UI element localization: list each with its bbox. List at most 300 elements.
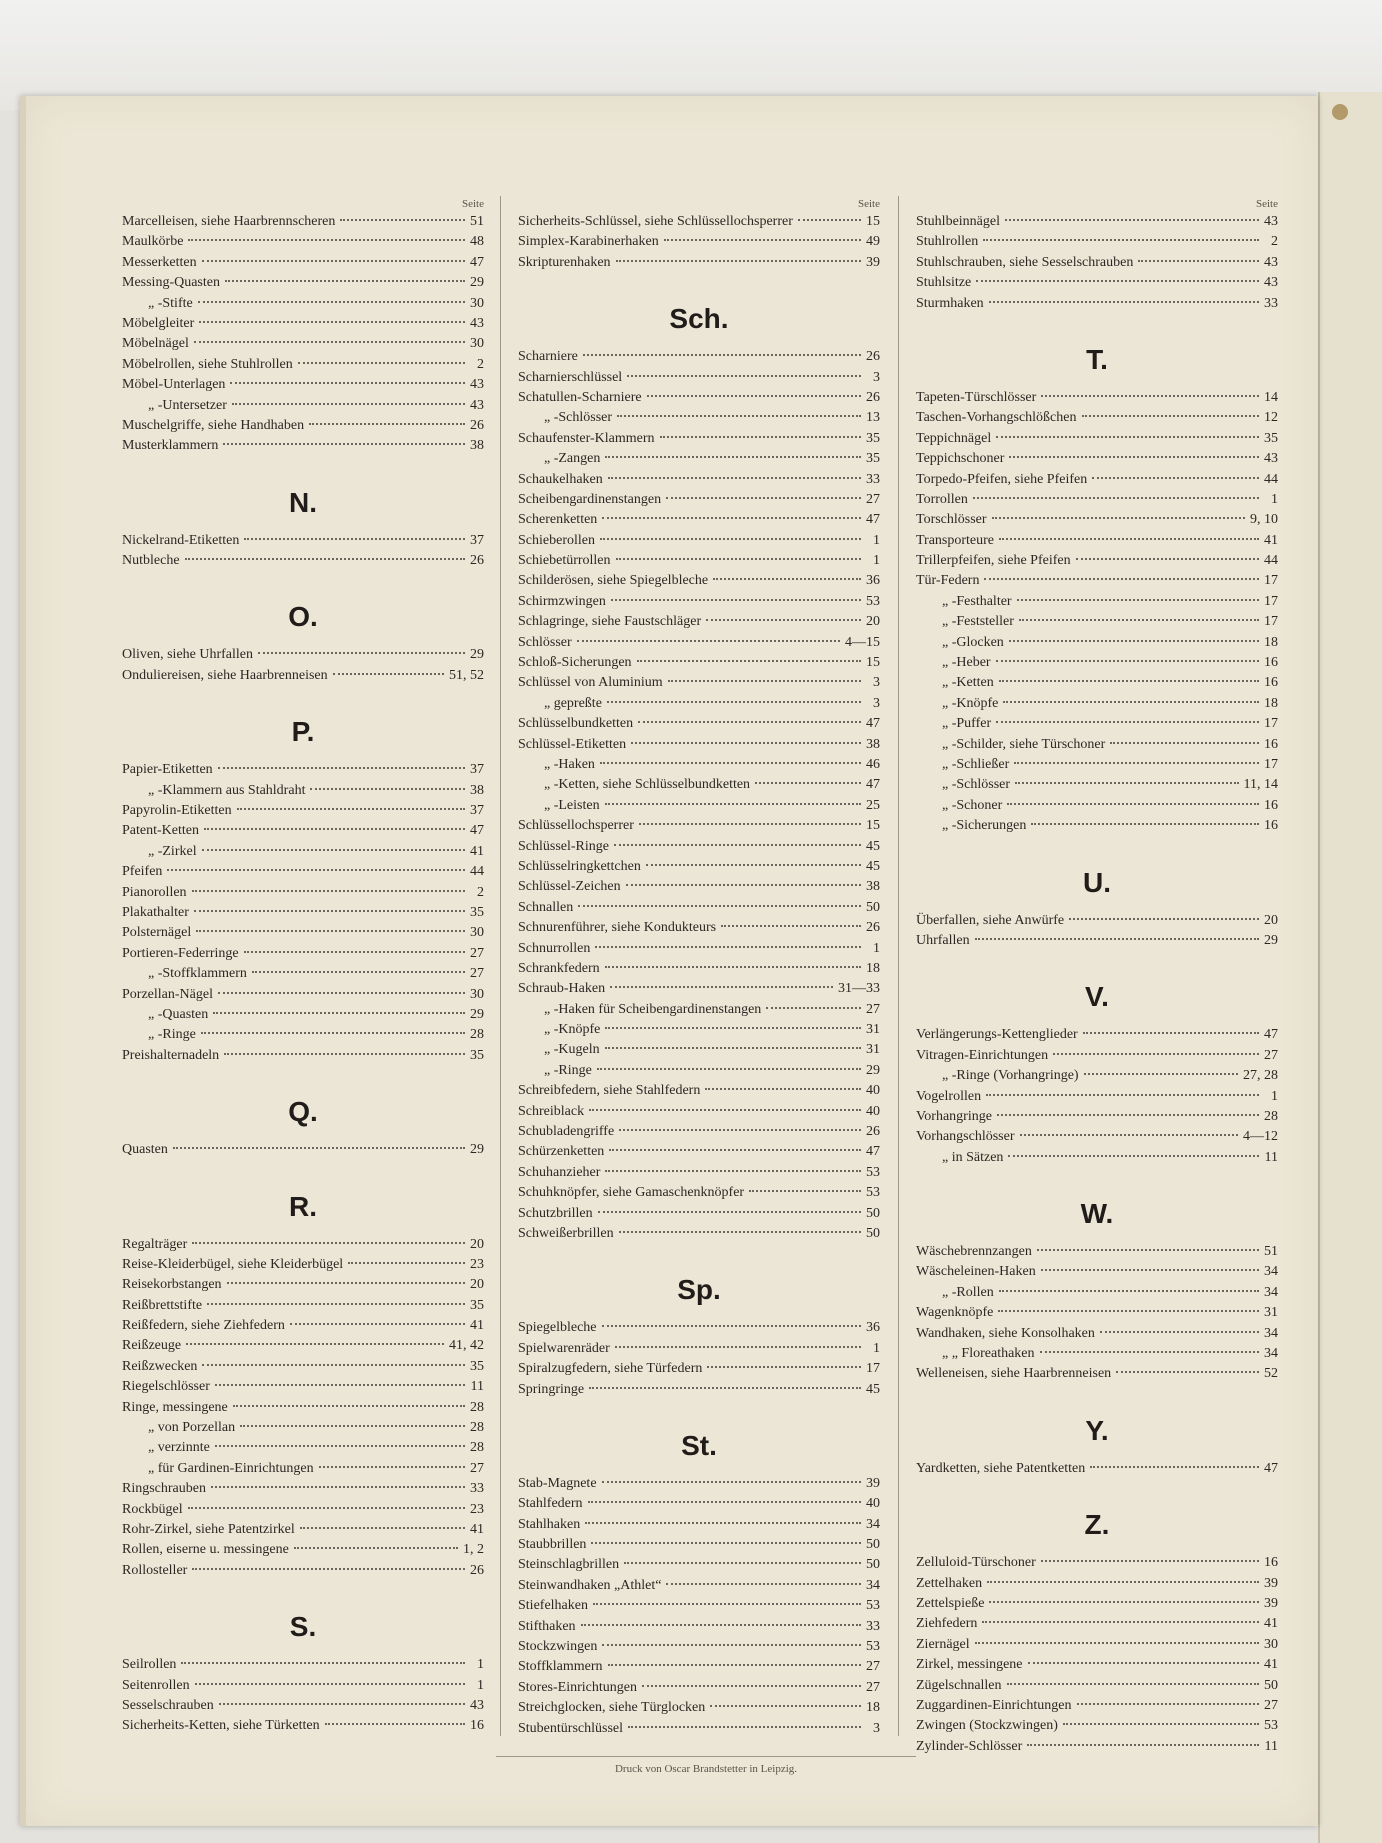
- index-entry: [916, 470, 1278, 490]
- section-letter-heading: O.: [288, 601, 318, 633]
- index-entry: [122, 1479, 484, 1499]
- entry-term: Riegelschlösser: [122, 1379, 210, 1395]
- entry-page-number: 47: [470, 254, 484, 270]
- index-entry: [518, 1380, 880, 1400]
- entry-page-number: 41: [470, 843, 484, 859]
- entry-page-number: 34: [1264, 1264, 1278, 1280]
- entry-page-number: 16: [1264, 818, 1278, 834]
- section-letter-heading: Sp.: [677, 1274, 721, 1306]
- dot-leader: [1007, 1683, 1259, 1685]
- entry-term: „ -Zirkel: [148, 843, 197, 859]
- entry-term: „ -Festhalter: [942, 593, 1012, 609]
- entry-term: Sicherheits-Schlüssel, siehe Schlüssellochsperrer: [518, 214, 793, 229]
- index-entry: [518, 1339, 880, 1359]
- dot-leader: [1031, 823, 1259, 825]
- entry-page-number: 20: [470, 1277, 484, 1293]
- index-entry: [518, 510, 880, 530]
- dot-leader: [173, 1147, 465, 1149]
- index-entry: [518, 551, 880, 571]
- entry-term: „ -Knöpfe: [544, 1022, 601, 1038]
- index-entry: [122, 964, 484, 984]
- dot-leader: [616, 260, 861, 262]
- entry-term: Pianorollen: [122, 884, 187, 900]
- entry-term: Vorhangringe: [916, 1108, 992, 1124]
- entry-page-number: 37: [470, 803, 484, 819]
- entry-page-number: 1: [1271, 1088, 1278, 1104]
- entry-term: Schloß-Sicherungen: [518, 655, 632, 671]
- entry-term: „ -Quasten: [148, 1006, 209, 1022]
- seite-label: Seite: [1256, 198, 1278, 210]
- entry-term: Nickelrand-Etiketten: [122, 532, 240, 548]
- entry-page-number: 17: [1264, 593, 1278, 609]
- index-entry: [518, 775, 880, 795]
- entry-page-number: 1: [873, 940, 880, 956]
- entry-page-number: 27: [470, 1460, 484, 1476]
- index-entry: [518, 253, 880, 273]
- index-entry: [518, 1224, 880, 1244]
- dot-leader: [588, 1501, 861, 1503]
- entry-term: „ -Feststeller: [942, 614, 1014, 630]
- entry-term: „ -Stoffklammern: [148, 966, 247, 982]
- entry-page-number: 39: [866, 1475, 880, 1491]
- index-entry: [518, 347, 880, 367]
- dot-leader: [1020, 1134, 1238, 1136]
- entry-term: Vogelrollen: [916, 1088, 982, 1104]
- entry-term: Rohr-Zirkel, siehe Patentzirkel: [122, 1521, 295, 1537]
- index-entry: [916, 1066, 1278, 1086]
- index-entry: [122, 355, 484, 375]
- index-entry: [122, 334, 484, 354]
- index-entry: [122, 436, 484, 456]
- dot-leader: [1116, 1371, 1259, 1373]
- index-entry: [916, 1459, 1278, 1479]
- entry-page-number: 30: [470, 295, 484, 311]
- entry-term: „ -Schlösser: [942, 777, 1011, 793]
- entry-term: Stuhlrollen: [916, 234, 979, 250]
- dot-leader: [1015, 782, 1238, 784]
- dot-leader: [999, 538, 1259, 540]
- index-entry: [518, 1163, 880, 1183]
- entry-page-number: 31—33: [838, 981, 880, 997]
- index-entry: [916, 694, 1278, 714]
- dot-leader: [211, 1486, 465, 1488]
- entry-page-number: 36: [866, 1320, 880, 1336]
- entry-page-number: 30: [470, 925, 484, 941]
- dot-leader: [218, 767, 465, 769]
- index-entry: [122, 551, 484, 571]
- dot-leader: [577, 640, 840, 642]
- entry-page-number: 11, 14: [1243, 777, 1278, 793]
- index-entry: [518, 571, 880, 591]
- index-entry: [518, 755, 880, 775]
- entry-term: Schlagringe, siehe Faustschläger: [518, 614, 702, 630]
- entry-page-number: 27: [866, 491, 880, 507]
- entry-page-number: 14: [1264, 389, 1278, 405]
- dot-leader: [619, 1231, 861, 1233]
- index-entry: [916, 1655, 1278, 1675]
- index-entry: [916, 294, 1278, 314]
- index-entry: [518, 429, 880, 449]
- dot-leader: [319, 1466, 465, 1468]
- dot-leader: [218, 992, 465, 994]
- index-entry: [518, 1142, 880, 1162]
- entry-term: „ verzinnte: [148, 1440, 210, 1456]
- entry-term: Schlüssellochsperrer: [518, 818, 634, 834]
- index-entry: [122, 1377, 484, 1397]
- index-entry: [916, 1107, 1278, 1127]
- dot-leader: [1063, 1723, 1259, 1725]
- entry-term: Stuhlsitze: [916, 275, 972, 291]
- dot-leader: [608, 477, 861, 479]
- entry-term: „ für Gardinen-Einrichtungen: [148, 1460, 314, 1476]
- entry-term: Vorhangschlösser: [916, 1129, 1015, 1145]
- entry-term: Scherenketten: [518, 512, 598, 528]
- entry-term: Ziernägel: [916, 1636, 970, 1652]
- entry-term: Schnurrollen: [518, 940, 591, 956]
- entry-term: Reisekorbstangen: [122, 1277, 222, 1293]
- index-page: [20, 96, 1318, 1826]
- dot-leader: [999, 680, 1259, 682]
- dot-leader: [987, 1581, 1259, 1583]
- entry-page-number: 35: [470, 1297, 484, 1313]
- index-entry: [518, 1000, 880, 1020]
- dot-leader: [766, 1007, 861, 1009]
- entry-term: Schieberollen: [518, 532, 595, 548]
- index-entry: [518, 1719, 880, 1739]
- dot-leader: [605, 803, 861, 805]
- entry-page-number: 35: [470, 1358, 484, 1374]
- entry-term: Schrankfedern: [518, 960, 600, 976]
- entry-term: Maulkörbe: [122, 234, 184, 250]
- entry-term: „ -Ringe: [148, 1027, 196, 1043]
- seite-label: Seite: [858, 198, 880, 210]
- entry-page-number: 34: [866, 1516, 880, 1532]
- entry-page-number: 29: [470, 1006, 484, 1022]
- entry-term: Seilrollen: [122, 1657, 177, 1673]
- dot-leader: [225, 280, 465, 282]
- entry-term: „ -Schließer: [942, 756, 1010, 772]
- index-entry: [916, 1344, 1278, 1364]
- entry-term: Stifthaken: [518, 1618, 576, 1634]
- entry-term: Ringschrauben: [122, 1481, 206, 1497]
- entry-page-number: 27, 28: [1243, 1068, 1278, 1084]
- dot-leader: [1037, 1249, 1259, 1251]
- index-entry: [518, 653, 880, 673]
- dot-leader: [1019, 619, 1259, 621]
- entry-page-number: 41: [470, 1318, 484, 1334]
- index-entry: [518, 1576, 880, 1596]
- dot-leader: [721, 925, 861, 927]
- entry-term: „ -Ringe (Vorhangringe): [942, 1068, 1079, 1084]
- index-entry: [122, 1540, 484, 1560]
- index-entry: [518, 816, 880, 836]
- entry-term: Skripturenhaken: [518, 254, 611, 270]
- entry-term: Scharnierschlüssel: [518, 369, 623, 385]
- dot-leader: [1092, 477, 1259, 479]
- entry-page-number: 45: [866, 858, 880, 874]
- entry-term: Stoffklammern: [518, 1659, 603, 1675]
- entry-term: Streichglocken, siehe Türglocken: [518, 1700, 706, 1716]
- dot-leader: [192, 1568, 465, 1570]
- entry-page-number: 15: [866, 214, 880, 229]
- dot-leader: [983, 239, 1259, 241]
- entry-page-number: 26: [470, 553, 484, 569]
- index-entry: [518, 1061, 880, 1081]
- entry-page-number: 51: [470, 214, 484, 229]
- index-entry: [916, 1574, 1278, 1594]
- entry-page-number: 16: [1264, 675, 1278, 691]
- entry-page-number: 47: [1264, 1027, 1278, 1043]
- dot-leader: [298, 362, 465, 364]
- dot-leader: [1009, 640, 1259, 642]
- index-entry: [916, 1676, 1278, 1696]
- index-entry: [122, 1046, 484, 1066]
- entry-page-number: 38: [470, 438, 484, 454]
- dot-leader: [975, 938, 1259, 940]
- entry-page-number: 23: [470, 1501, 484, 1517]
- dot-leader: [1014, 762, 1259, 764]
- index-entry: [916, 735, 1278, 755]
- entry-page-number: 17: [1264, 756, 1278, 772]
- entry-page-number: 16: [470, 1718, 484, 1734]
- entry-term: Porzellan-Nägel: [122, 986, 213, 1002]
- entry-term: Reißbrettstifte: [122, 1297, 203, 1313]
- entry-page-number: 38: [470, 782, 484, 798]
- index-entry: [122, 1296, 484, 1316]
- entry-page-number: 35: [470, 1047, 484, 1063]
- entry-page-number: 29: [470, 275, 484, 291]
- dot-leader: [610, 986, 833, 988]
- entry-page-number: 43: [1264, 214, 1278, 229]
- dot-leader: [213, 1012, 465, 1014]
- index-entry: [518, 1515, 880, 1535]
- entry-term: „ -Leisten: [544, 797, 600, 813]
- entry-term: Schlüsselringkettchen: [518, 858, 641, 874]
- dot-leader: [595, 946, 861, 948]
- index-entry: [518, 449, 880, 469]
- index-entry: [916, 612, 1278, 632]
- entry-term: Rollen, eiserne u. messingene: [122, 1542, 289, 1558]
- dot-leader: [196, 930, 465, 932]
- dot-leader: [666, 1583, 861, 1585]
- dot-leader: [637, 660, 861, 662]
- dot-leader: [240, 1425, 465, 1427]
- section-letter-heading: P.: [291, 716, 315, 748]
- index-entry: [518, 979, 880, 999]
- index-entry: [122, 1438, 484, 1458]
- dot-leader: [1053, 1053, 1259, 1055]
- entry-page-number: 23: [470, 1256, 484, 1272]
- index-entry: [916, 1303, 1278, 1323]
- dot-leader: [1069, 918, 1259, 920]
- index-entry: [122, 1255, 484, 1275]
- entry-term: „ -Ketten: [942, 675, 994, 691]
- entry-term: Zettelhaken: [916, 1575, 983, 1591]
- entry-page-number: 43: [470, 377, 484, 393]
- entry-page-number: 27: [1264, 1047, 1278, 1063]
- index-entry: [916, 1087, 1278, 1107]
- adjacent-page-edge: [1318, 92, 1382, 1843]
- dot-leader: [600, 538, 861, 540]
- dot-leader: [1090, 1466, 1259, 1468]
- dot-leader: [705, 1088, 861, 1090]
- dot-leader: [258, 652, 465, 654]
- entry-page-number: 35: [866, 430, 880, 446]
- dot-leader: [997, 1114, 1259, 1116]
- entry-term: Schraub-Haken: [518, 981, 606, 997]
- entry-page-number: 27: [866, 1001, 880, 1017]
- entry-page-number: 37: [470, 532, 484, 548]
- index-entry: [518, 918, 880, 938]
- index-entry: [518, 368, 880, 388]
- entry-page-number: 48: [470, 234, 484, 250]
- entry-page-number: 26: [470, 417, 484, 433]
- dot-leader: [1138, 260, 1259, 262]
- entry-term: Schaufenster-Klammern: [518, 430, 655, 446]
- dot-leader: [642, 1685, 861, 1687]
- entry-term: Yardketten, siehe Patentketten: [916, 1460, 1086, 1476]
- index-entry: [122, 1398, 484, 1418]
- entry-term: Stahlhaken: [518, 1516, 581, 1532]
- dot-leader: [227, 1282, 465, 1284]
- entry-term: Sturmhaken: [916, 295, 984, 311]
- dot-leader: [194, 910, 465, 912]
- index-entry: [518, 1637, 880, 1657]
- entry-page-number: 49: [866, 234, 880, 250]
- dot-leader: [199, 321, 465, 323]
- entry-term: Stiefelhaken: [518, 1598, 588, 1614]
- entry-page-number: 41, 42: [449, 1338, 484, 1354]
- entry-page-number: 39: [866, 254, 880, 270]
- entry-page-number: 11: [1264, 1738, 1278, 1754]
- index-entry: [518, 612, 880, 632]
- entry-page-number: 3: [873, 675, 880, 691]
- entry-page-number: 17: [1264, 716, 1278, 732]
- entry-page-number: 50: [866, 1205, 880, 1221]
- entry-term: Preishalternadeln: [122, 1047, 220, 1063]
- entry-page-number: 44: [1264, 553, 1278, 569]
- entry-page-number: 3: [873, 695, 880, 711]
- entry-term: „ -Zangen: [544, 451, 601, 467]
- column-divider: [898, 196, 899, 1736]
- dot-leader: [626, 884, 861, 886]
- entry-page-number: 33: [866, 471, 880, 487]
- entry-page-number: 30: [470, 986, 484, 1002]
- index-entry: [518, 735, 880, 755]
- index-entry: [122, 531, 484, 551]
- dot-leader: [605, 1027, 861, 1029]
- entry-page-number: 35: [470, 904, 484, 920]
- dot-leader: [1077, 1703, 1259, 1705]
- entry-page-number: 41: [1264, 1616, 1278, 1632]
- entry-term: Stab-Magnete: [518, 1475, 597, 1491]
- dot-leader: [202, 260, 465, 262]
- dot-leader: [975, 1642, 1259, 1644]
- entry-term: Wagenknöpfe: [916, 1305, 994, 1321]
- entry-term: Schatullen-Scharniere: [518, 389, 642, 405]
- index-entry: [916, 796, 1278, 816]
- entry-term: Schnurenführer, siehe Kondukteurs: [518, 920, 717, 936]
- entry-page-number: 45: [866, 1381, 880, 1397]
- entry-page-number: 44: [1264, 471, 1278, 487]
- entry-page-number: 50: [866, 899, 880, 915]
- entry-page-number: 47: [470, 823, 484, 839]
- entry-page-number: 12: [1264, 410, 1278, 426]
- entry-term: Möbelnägel: [122, 336, 189, 352]
- entry-term: „ -Haken: [544, 756, 595, 772]
- dot-leader: [188, 239, 465, 241]
- entry-term: Zuggardinen-Einrichtungen: [916, 1697, 1072, 1713]
- dot-leader: [986, 1094, 1259, 1096]
- entry-term: Schlösser: [518, 634, 572, 650]
- column-divider: [500, 196, 501, 1736]
- section-letter-heading: V.: [1085, 981, 1109, 1013]
- dot-leader: [602, 1481, 861, 1483]
- entry-page-number: 27: [470, 966, 484, 982]
- entry-term: Schlüsselbundketten: [518, 716, 634, 732]
- entry-page-number: 38: [866, 879, 880, 895]
- entry-term: Reise-Kleiderbügel, siehe Kleiderbügel: [122, 1256, 344, 1272]
- entry-term: „ -Stifte: [148, 295, 193, 311]
- entry-term: Uhrfallen: [916, 932, 970, 948]
- entry-term: Papier-Etiketten: [122, 762, 213, 778]
- section-letter-heading: T.: [1086, 343, 1108, 375]
- dot-leader: [340, 219, 465, 221]
- entry-page-number: 27: [1264, 1697, 1278, 1713]
- entry-term: Wandhaken, siehe Konsolhaken: [916, 1325, 1095, 1341]
- entry-page-number: 33: [866, 1618, 880, 1634]
- section-letter-heading: R.: [289, 1190, 317, 1222]
- entry-page-number: 40: [866, 1083, 880, 1099]
- entry-page-number: 52: [1264, 1366, 1278, 1382]
- entry-page-number: 33: [470, 1481, 484, 1497]
- dot-leader: [996, 436, 1259, 438]
- entry-page-number: 1, 2: [463, 1542, 484, 1558]
- entry-term: Schlüssel-Etiketten: [518, 736, 627, 752]
- index-entry: [122, 923, 484, 943]
- index-entry: [916, 1025, 1278, 1045]
- index-entry: [916, 633, 1278, 653]
- entry-page-number: 26: [866, 1124, 880, 1140]
- entry-term: Stahlfedern: [518, 1496, 583, 1512]
- entry-term: Möbelgleiter: [122, 315, 195, 331]
- dot-leader: [668, 680, 861, 682]
- entry-term: Springringe: [518, 1381, 585, 1397]
- entry-page-number: 37: [470, 762, 484, 778]
- entry-page-number: 4—12: [1243, 1129, 1278, 1145]
- dot-leader: [1041, 1269, 1259, 1271]
- dot-leader: [607, 701, 861, 703]
- entry-page-number: 29: [1264, 932, 1278, 948]
- entry-page-number: 31: [1264, 1305, 1278, 1321]
- background-top: [0, 0, 1382, 110]
- entry-term: Torpedo-Pfeifen, siehe Pfeifen: [916, 471, 1088, 487]
- entry-term: Schnallen: [518, 899, 574, 915]
- entry-term: „ -Untersetzer: [148, 397, 227, 413]
- entry-term: Spiegelbleche: [518, 1320, 597, 1336]
- entry-term: Reißfedern, siehe Ziehfedern: [122, 1318, 285, 1334]
- section-letter-heading: W.: [1080, 1198, 1114, 1230]
- dot-leader: [600, 762, 861, 764]
- dot-leader: [593, 1603, 861, 1605]
- entry-term: Rollosteller: [122, 1562, 188, 1578]
- index-entry: [518, 592, 880, 612]
- index-entry: [122, 375, 484, 395]
- dot-leader: [1041, 395, 1259, 397]
- index-entry: [122, 416, 484, 436]
- entry-page-number: 2: [477, 356, 484, 372]
- entry-term: Marcelleisen, siehe Haarbrennscheren: [122, 214, 336, 229]
